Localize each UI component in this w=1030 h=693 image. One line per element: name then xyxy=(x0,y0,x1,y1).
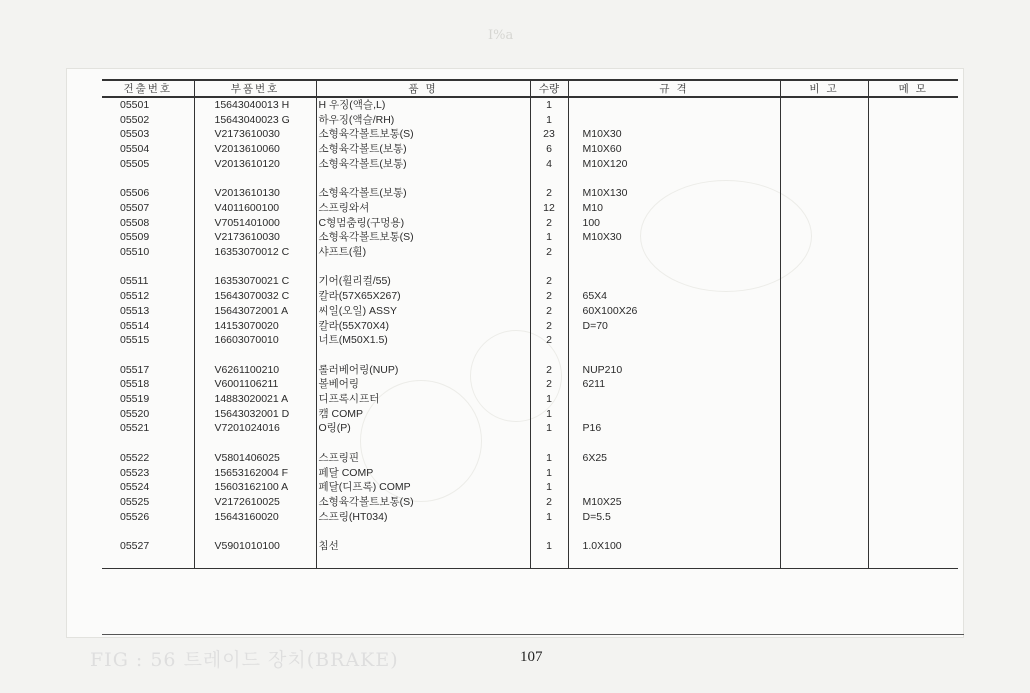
row-name: H 우징(액슬,L) xyxy=(316,97,530,113)
row-qty: 1 xyxy=(530,392,568,407)
row-spec: 60X100X26 xyxy=(568,304,780,319)
row-no: 05522 xyxy=(120,451,150,464)
row-qty: 2 xyxy=(530,495,568,510)
row-qty: 1 xyxy=(530,113,568,128)
row-qty: 2 xyxy=(530,333,568,348)
row-part-no: 14883020021 A xyxy=(194,392,316,407)
row-qty: 2 xyxy=(530,274,568,289)
table-row xyxy=(102,201,958,216)
row-remark xyxy=(780,466,868,481)
table-row xyxy=(102,319,958,334)
row-remark xyxy=(780,304,868,319)
row-name: 스프링핀 xyxy=(316,451,530,466)
spacer-row xyxy=(102,348,958,363)
row-no: 05513 xyxy=(120,304,150,317)
row-part-no: V2013610120 xyxy=(194,157,316,172)
row-name: 소형육각볼트(보통) xyxy=(316,186,530,201)
table-header-row xyxy=(102,80,958,97)
row-name: 소형육각볼트(보통) xyxy=(316,142,530,157)
table-row xyxy=(102,274,958,289)
row-no: 05526 xyxy=(120,510,150,523)
row-remark xyxy=(780,333,868,348)
row-remark xyxy=(780,201,868,216)
row-qty: 2 xyxy=(530,304,568,319)
row-part-no: 16353070021 C xyxy=(194,274,316,289)
row-spec xyxy=(568,113,780,128)
row-remark xyxy=(780,127,868,142)
row-remark xyxy=(780,377,868,392)
row-no: 05507 xyxy=(120,201,150,214)
table-row xyxy=(102,510,958,525)
row-name: 롤러베어링(NUP) xyxy=(316,363,530,378)
row-spec: M10X130 xyxy=(568,186,780,201)
row-spec: D=5.5 xyxy=(568,510,780,525)
row-part-no: 16603070010 xyxy=(194,333,316,348)
row-memo xyxy=(868,392,958,407)
filler-row xyxy=(102,554,958,569)
row-name: 페달 COMP xyxy=(316,466,530,481)
row-remark xyxy=(780,539,868,554)
row-spec xyxy=(568,407,780,422)
row-remark xyxy=(780,216,868,231)
row-no: 05511 xyxy=(120,275,149,288)
table-row xyxy=(102,245,958,260)
table-row xyxy=(102,377,958,392)
row-qty: 1 xyxy=(530,451,568,466)
row-memo xyxy=(868,157,958,172)
row-spec: M10X60 xyxy=(568,142,780,157)
row-name: 칼라(55X70X4) xyxy=(316,319,530,334)
row-spec xyxy=(568,274,780,289)
row-spec: M10X30 xyxy=(568,230,780,245)
row-no: 05509 xyxy=(120,231,150,244)
row-name: 스프링(HT034) xyxy=(316,510,530,525)
row-name: 소형육각볼트보통(S) xyxy=(316,127,530,142)
faint-header-text: I%a xyxy=(488,28,514,43)
row-no: 05523 xyxy=(120,466,150,479)
row-spec: D=70 xyxy=(568,319,780,334)
row-remark xyxy=(780,289,868,304)
row-qty: 2 xyxy=(530,377,568,392)
row-part-no: 15653162004 F xyxy=(194,466,316,481)
row-part-no: 15643040013 H xyxy=(194,97,316,113)
spacer-row xyxy=(102,172,958,187)
row-memo xyxy=(868,451,958,466)
row-memo xyxy=(868,319,958,334)
col-header-spec: 규 격 xyxy=(568,80,780,97)
row-memo xyxy=(868,304,958,319)
row-part-no: 15643160020 xyxy=(194,510,316,525)
row-no: 05517 xyxy=(120,363,150,376)
row-remark xyxy=(780,407,868,422)
table-row xyxy=(102,127,958,142)
row-qty: 23 xyxy=(530,127,568,142)
row-no: 05524 xyxy=(120,481,150,494)
row-memo xyxy=(868,480,958,495)
row-no: 05502 xyxy=(120,113,150,126)
row-remark xyxy=(780,451,868,466)
row-name: 하우징(액슬/RH) xyxy=(316,113,530,128)
row-qty: 2 xyxy=(530,216,568,231)
row-part-no: V2172610025 xyxy=(194,495,316,510)
row-name: 너트(M50X1.5) xyxy=(316,333,530,348)
col-header-remark: 비 고 xyxy=(780,80,868,97)
row-spec xyxy=(568,97,780,113)
row-part-no: 15643070032 C xyxy=(194,289,316,304)
row-part-no: V7051401000 xyxy=(194,216,316,231)
row-no: 05501 xyxy=(120,99,150,111)
row-no: 05520 xyxy=(120,407,150,420)
spacer-row xyxy=(102,524,958,539)
row-qty: 2 xyxy=(530,363,568,378)
row-part-no: V2013610060 xyxy=(194,142,316,157)
row-qty: 1 xyxy=(530,97,568,113)
col-header-qty: 수량 xyxy=(530,80,568,97)
row-name: 소형육각볼트(보통) xyxy=(316,157,530,172)
row-no: 05527 xyxy=(120,540,150,553)
row-memo xyxy=(868,377,958,392)
row-name: 소형육각볼트보통(S) xyxy=(316,495,530,510)
table-row xyxy=(102,421,958,436)
row-memo xyxy=(868,495,958,510)
row-remark xyxy=(780,421,868,436)
row-name: 캠 COMP xyxy=(316,407,530,422)
row-part-no: V2013610130 xyxy=(194,186,316,201)
row-memo xyxy=(868,142,958,157)
row-part-no: V6001106211 xyxy=(194,377,316,392)
row-qty: 1 xyxy=(530,480,568,495)
row-no: 05504 xyxy=(120,143,150,156)
table-row xyxy=(102,407,958,422)
row-memo xyxy=(868,230,958,245)
row-part-no: V4011600100 xyxy=(194,201,316,216)
row-spec xyxy=(568,392,780,407)
row-part-no: 15603162100 A xyxy=(194,480,316,495)
row-qty: 2 xyxy=(530,245,568,260)
row-qty: 2 xyxy=(530,289,568,304)
row-qty: 1 xyxy=(530,407,568,422)
spacer-row xyxy=(102,260,958,275)
row-remark xyxy=(780,186,868,201)
row-memo xyxy=(868,421,958,436)
page-number: 107 xyxy=(520,649,543,665)
row-no: 05525 xyxy=(120,495,150,508)
row-name: 스프링와셔 xyxy=(316,201,530,216)
table-row xyxy=(102,539,958,554)
row-spec xyxy=(568,480,780,495)
row-spec: NUP210 xyxy=(568,363,780,378)
row-name: 볼베어링 xyxy=(316,377,530,392)
row-part-no: V7201024016 xyxy=(194,421,316,436)
row-no: 05518 xyxy=(120,378,150,391)
row-spec: 100 xyxy=(568,216,780,231)
row-remark xyxy=(780,274,868,289)
table-row xyxy=(102,451,958,466)
row-spec: P16 xyxy=(568,421,780,436)
row-name: 씨일(오일) ASSY xyxy=(316,304,530,319)
parts-table-body xyxy=(102,97,958,569)
row-part-no: 14153070020 xyxy=(194,319,316,334)
row-part-no: V5801406025 xyxy=(194,451,316,466)
row-memo xyxy=(868,201,958,216)
row-remark xyxy=(780,392,868,407)
row-memo xyxy=(868,274,958,289)
row-memo xyxy=(868,113,958,128)
table-row xyxy=(102,363,958,378)
bottom-rule xyxy=(102,634,964,635)
row-part-no: V5901010100 xyxy=(194,539,316,554)
row-part-no: 15643072001 A xyxy=(194,304,316,319)
row-qty: 6 xyxy=(530,142,568,157)
row-no: 05521 xyxy=(120,422,150,435)
row-memo xyxy=(868,216,958,231)
row-qty: 1 xyxy=(530,466,568,481)
row-no: 05514 xyxy=(120,319,150,332)
table-row xyxy=(102,495,958,510)
col-header-name: 품 명 xyxy=(316,80,530,97)
row-spec: M10X25 xyxy=(568,495,780,510)
row-part-no: 15643040023 G xyxy=(194,113,316,128)
row-no: 05512 xyxy=(120,290,150,303)
row-remark xyxy=(780,97,868,113)
row-part-no: V2173610030 xyxy=(194,230,316,245)
row-memo xyxy=(868,466,958,481)
row-remark xyxy=(780,230,868,245)
row-memo xyxy=(868,363,958,378)
row-remark xyxy=(780,113,868,128)
row-name: O링(P) xyxy=(316,421,530,436)
table-row xyxy=(102,304,958,319)
row-memo xyxy=(868,510,958,525)
row-memo xyxy=(868,186,958,201)
row-spec: 6211 xyxy=(568,377,780,392)
col-header-no: 건출번호 xyxy=(102,80,194,97)
row-no: 05519 xyxy=(120,393,150,406)
row-memo xyxy=(868,333,958,348)
spacer-row xyxy=(102,436,958,451)
row-name: 침선 xyxy=(316,539,530,554)
row-spec xyxy=(568,245,780,260)
row-name: C형멈춤링(구멍용) xyxy=(316,216,530,231)
row-memo xyxy=(868,127,958,142)
row-no: 05515 xyxy=(120,334,150,347)
row-remark xyxy=(780,245,868,260)
row-remark xyxy=(780,319,868,334)
row-remark xyxy=(780,363,868,378)
row-spec xyxy=(568,466,780,481)
row-qty: 1 xyxy=(530,421,568,436)
row-memo xyxy=(868,539,958,554)
row-no: 05508 xyxy=(120,216,150,229)
table-row xyxy=(102,289,958,304)
row-spec: 65X4 xyxy=(568,289,780,304)
parts-table xyxy=(102,79,958,569)
row-spec: 1.0X100 xyxy=(568,539,780,554)
row-remark xyxy=(780,495,868,510)
row-name: 샤프트(휠) xyxy=(316,245,530,260)
row-remark xyxy=(780,510,868,525)
row-name: 칼라(57X65X267) xyxy=(316,289,530,304)
row-no: 05506 xyxy=(120,187,150,200)
col-header-part-no: 부품번호 xyxy=(194,80,316,97)
row-part-no: 15643032001 D xyxy=(194,407,316,422)
table-row xyxy=(102,113,958,128)
row-name: 기어(휠리컬/55) xyxy=(316,274,530,289)
table-row xyxy=(102,230,958,245)
row-spec: M10X120 xyxy=(568,157,780,172)
table-row xyxy=(102,333,958,348)
row-memo xyxy=(868,97,958,113)
row-part-no: V6261100210 xyxy=(194,363,316,378)
table-row xyxy=(102,480,958,495)
row-spec: 6X25 xyxy=(568,451,780,466)
row-part-no: V2173610030 xyxy=(194,127,316,142)
row-no: 05503 xyxy=(120,128,150,141)
table-row xyxy=(102,97,958,113)
row-qty: 1 xyxy=(530,510,568,525)
row-remark xyxy=(780,142,868,157)
row-memo xyxy=(868,289,958,304)
row-qty: 4 xyxy=(530,157,568,172)
table-row xyxy=(102,142,958,157)
row-qty: 2 xyxy=(530,186,568,201)
table-row xyxy=(102,186,958,201)
row-part-no: 16353070012 C xyxy=(194,245,316,260)
table-row xyxy=(102,157,958,172)
table-row xyxy=(102,466,958,481)
row-memo xyxy=(868,407,958,422)
table-row xyxy=(102,216,958,231)
col-header-memo: 메 모 xyxy=(868,80,958,97)
row-qty: 12 xyxy=(530,201,568,216)
row-name: 소형육각볼트보통(S) xyxy=(316,230,530,245)
row-no: 05510 xyxy=(120,246,150,259)
row-spec xyxy=(568,333,780,348)
row-spec: M10X30 xyxy=(568,127,780,142)
row-qty: 1 xyxy=(530,230,568,245)
row-spec: M10 xyxy=(568,201,780,216)
row-no: 05505 xyxy=(120,157,150,170)
faint-figure-caption: FIG : 56 트레이드 장치(BRAKE) xyxy=(90,649,399,671)
row-remark xyxy=(780,480,868,495)
row-name: 페달(디프록) COMP xyxy=(316,480,530,495)
row-qty: 2 xyxy=(530,319,568,334)
row-remark xyxy=(780,157,868,172)
row-name: 디프록시프터 xyxy=(316,392,530,407)
row-memo xyxy=(868,245,958,260)
row-qty: 1 xyxy=(530,539,568,554)
table-row xyxy=(102,392,958,407)
